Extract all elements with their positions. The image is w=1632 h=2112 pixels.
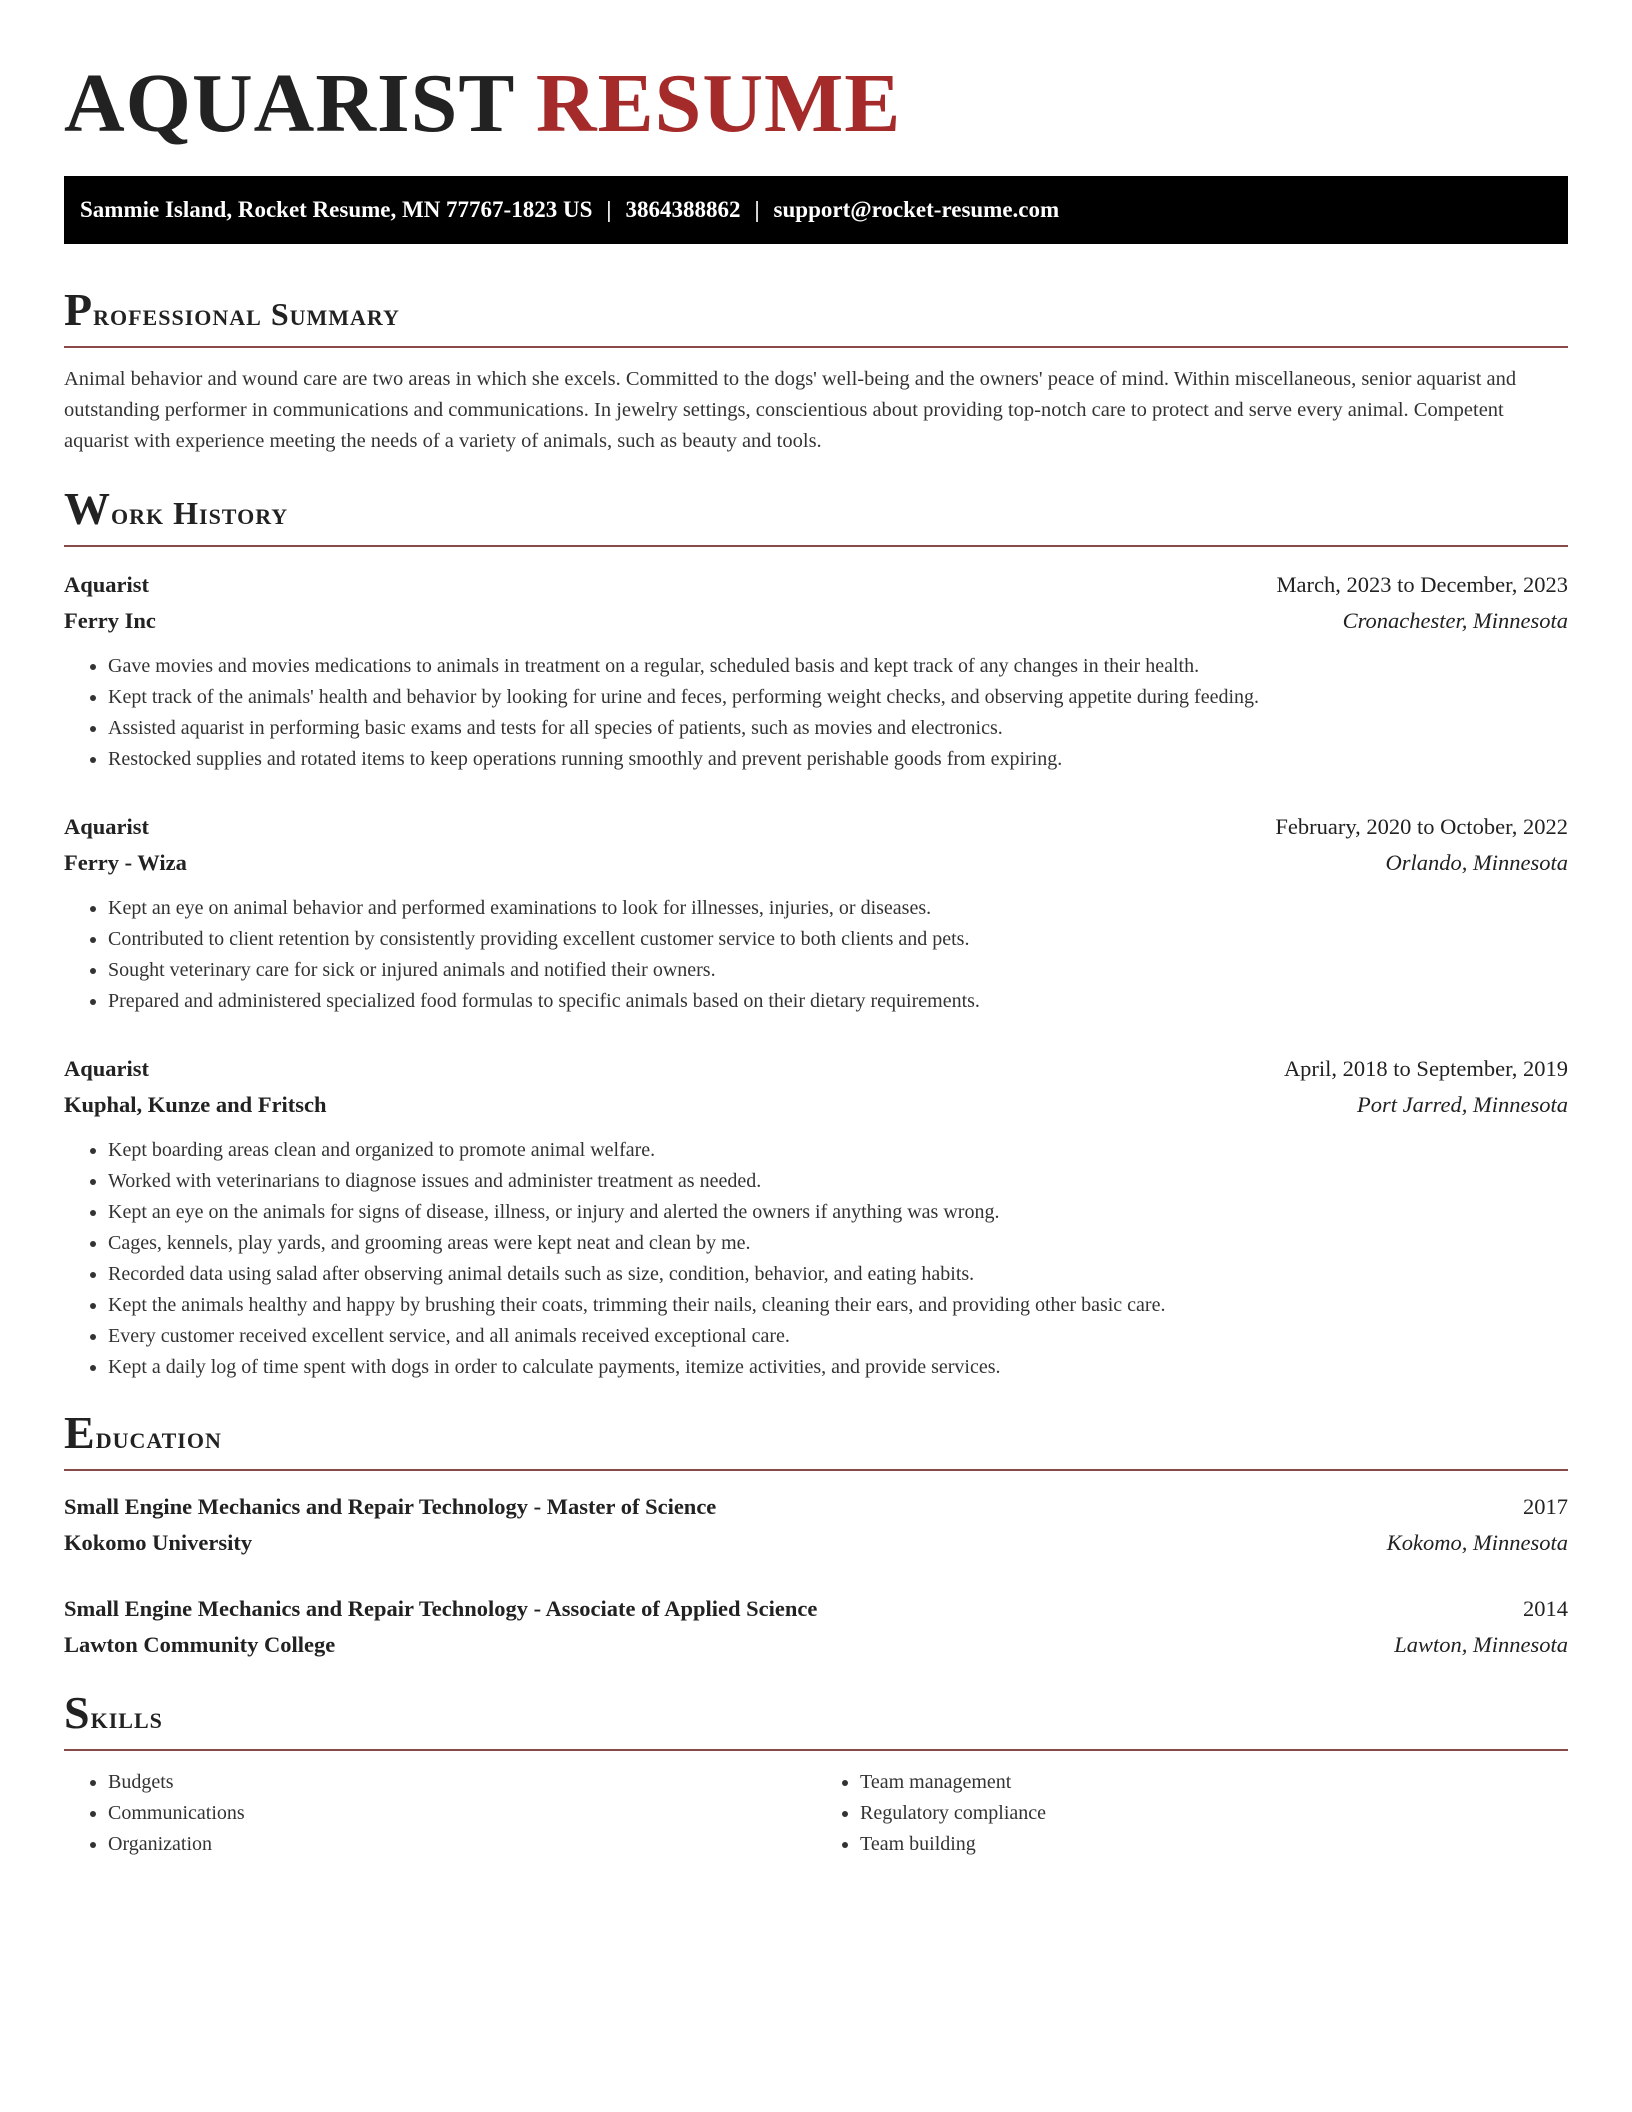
job-bullet: • Restocked supplies and rotated items to keep operations running smoothly and prevent perishable goods from expiring.	[108, 744, 1568, 775]
skills-column-2	[816, 1767, 1568, 1860]
education-header-row	[64, 1489, 1568, 1525]
heading-lead-letter: S	[64, 1687, 91, 1738]
job-bullets	[64, 893, 1568, 1017]
job-company: Ferry Inc	[64, 608, 156, 633]
summary-text: Animal behavior and wound care are two areas in which she excels. Committed to the dogs' well-being and the owners' peace of mind. Within miscellaneous, senior aquarist and outstanding performer in communications and communications. In jewelry settings, conscientious about providing top-notch care to protect and serve every animal. Competent aquarist with experience meeting the needs of a variety of animals, such as beauty and tools.	[64, 368, 1517, 452]
education-header-row	[64, 1591, 1568, 1627]
heading-lead-letter: E	[64, 1407, 96, 1458]
skills-column-1	[64, 1767, 816, 1860]
skill-item: • Team management	[860, 1767, 1568, 1798]
job-dates: April, 2018 to September, 2019	[1283, 1056, 1568, 1081]
job-bullet: • Assisted aquarist in performing basic exams and tests for all species of patients, such as movies and electronics.	[108, 713, 1568, 744]
education-school-row	[64, 1525, 1568, 1561]
contact-separator: |	[754, 197, 760, 222]
heading-rest: rofessional Summary	[93, 296, 400, 332]
summary-section	[64, 286, 1568, 457]
education-school: Lawton Community College	[64, 1632, 336, 1657]
skill-item: • Regulatory compliance	[860, 1798, 1568, 1829]
skill-item: • Budgets	[108, 1767, 816, 1798]
skills-grid	[64, 1767, 1568, 1860]
job-bullet: • Contributed to client retention by consistently providing excellent customer service to both clients and pets.	[108, 924, 1568, 955]
job-bullet: • Sought veterinary care for sick or injured animals and notified their owners.	[108, 955, 1568, 986]
education-degree: Small Engine Mechanics and Repair Technology - Master of Science	[64, 1494, 717, 1519]
job-title: Aquarist	[64, 572, 150, 597]
heading-rest: kills	[90, 1699, 163, 1735]
contact-address: Sammie Island, Rocket Resume, MN 77767-1823 US	[80, 197, 593, 222]
education-year: 2014	[1523, 1596, 1568, 1621]
job-dates: February, 2020 to October, 2022	[1275, 814, 1568, 839]
education-location: Kokomo, Minnesota	[1386, 1530, 1568, 1555]
job-company-row	[64, 603, 1568, 639]
education-entry	[64, 1591, 1568, 1663]
education-year: 2017	[1523, 1494, 1568, 1519]
education-location: Lawton, Minnesota	[1394, 1632, 1568, 1657]
heading-lead-letter: W	[64, 483, 111, 534]
heading-lead-letter: P	[64, 284, 94, 335]
education-school-row	[64, 1627, 1568, 1663]
job-header-row	[64, 1051, 1568, 1087]
job-location: Port Jarred, Minnesota	[1356, 1092, 1568, 1117]
job-location: Cronachester, Minnesota	[1342, 608, 1568, 633]
education-school: Kokomo University	[64, 1530, 253, 1555]
job-title: Aquarist	[64, 1056, 150, 1081]
education-entry	[64, 1489, 1568, 1561]
work-history-heading	[64, 485, 1568, 537]
job-bullet: • Kept an eye on animal behavior and performed examinations to look for illnesses, injuries, or diseases.	[108, 893, 1568, 924]
education-heading	[64, 1409, 1568, 1461]
job-bullet: • Kept the animals healthy and happy by brushing their coats, trimming their nails, cleaning their ears, and providing other basic care.	[108, 1290, 1568, 1321]
job-dates: March, 2023 to December, 2023	[1276, 572, 1568, 597]
section-divider	[64, 346, 1568, 348]
title-part-1: AQUARIST	[64, 57, 514, 150]
job-bullet: • Kept boarding areas clean and organized to promote animal welfare.	[108, 1135, 1568, 1166]
job-entry	[64, 567, 1568, 775]
section-divider	[64, 545, 1568, 547]
contact-email: support@rocket-resume.com	[773, 197, 1060, 222]
job-bullet: • Kept track of the animals' health and behavior by looking for urine and feces, performing weight checks, and observing appetite during feeding.	[108, 682, 1568, 713]
skill-item: • Communications	[108, 1798, 816, 1829]
job-bullet: • Worked with veterinarians to diagnose issues and administer treatment as needed.	[108, 1166, 1568, 1197]
section-divider	[64, 1469, 1568, 1471]
job-header-row	[64, 809, 1568, 845]
summary-heading	[64, 286, 1568, 338]
skill-item: • Organization	[108, 1829, 816, 1860]
resume-title	[64, 56, 1568, 152]
job-entry	[64, 1051, 1568, 1383]
skill-item: • Team building	[860, 1829, 1568, 1860]
education-degree: Small Engine Mechanics and Repair Technology - Associate of Applied Science	[64, 1596, 818, 1621]
job-company: Kuphal, Kunze and Fritsch	[64, 1092, 327, 1117]
job-bullet: • Recorded data using salad after observing animal details such as size, condition, behavior, and eating habits.	[108, 1259, 1568, 1290]
job-company-row	[64, 845, 1568, 881]
title-part-2: RESUME	[535, 57, 902, 150]
job-bullet: • Prepared and administered specialized food formulas to specific animals based on their dietary requirements.	[108, 986, 1568, 1017]
job-company-row	[64, 1087, 1568, 1123]
job-title: Aquarist	[64, 814, 150, 839]
contact-phone: 3864388862	[625, 197, 741, 222]
heading-rest: ducation	[95, 1419, 222, 1455]
job-bullet: • Gave movies and movies medications to animals in treatment on a regular, scheduled basis and kept track of any changes in their health.	[108, 651, 1568, 682]
skills-section	[64, 1689, 1568, 1860]
section-divider	[64, 1749, 1568, 1751]
skills-heading	[64, 1689, 1568, 1741]
contact-bar	[64, 176, 1568, 244]
job-bullet: • Cages, kennels, play yards, and grooming areas were kept neat and clean by me.	[108, 1228, 1568, 1259]
job-bullets	[64, 651, 1568, 775]
job-bullet: • Kept a daily log of time spent with dogs in order to calculate payments, itemize activities, and provide services.	[108, 1352, 1568, 1383]
education-section	[64, 1409, 1568, 1663]
job-bullet: • Every customer received excellent service, and all animals received exceptional care.	[108, 1321, 1568, 1352]
job-header-row	[64, 567, 1568, 603]
job-bullet: • Kept an eye on the animals for signs of disease, illness, or injury and alerted the owners if anything was wrong.	[108, 1197, 1568, 1228]
contact-separator: |	[606, 197, 612, 222]
job-company: Ferry - Wiza	[64, 850, 187, 875]
heading-rest: ork History	[111, 495, 289, 531]
work-history-section	[64, 485, 1568, 1383]
job-bullets	[64, 1135, 1568, 1383]
job-entry	[64, 809, 1568, 1017]
job-location: Orlando, Minnesota	[1385, 850, 1568, 875]
